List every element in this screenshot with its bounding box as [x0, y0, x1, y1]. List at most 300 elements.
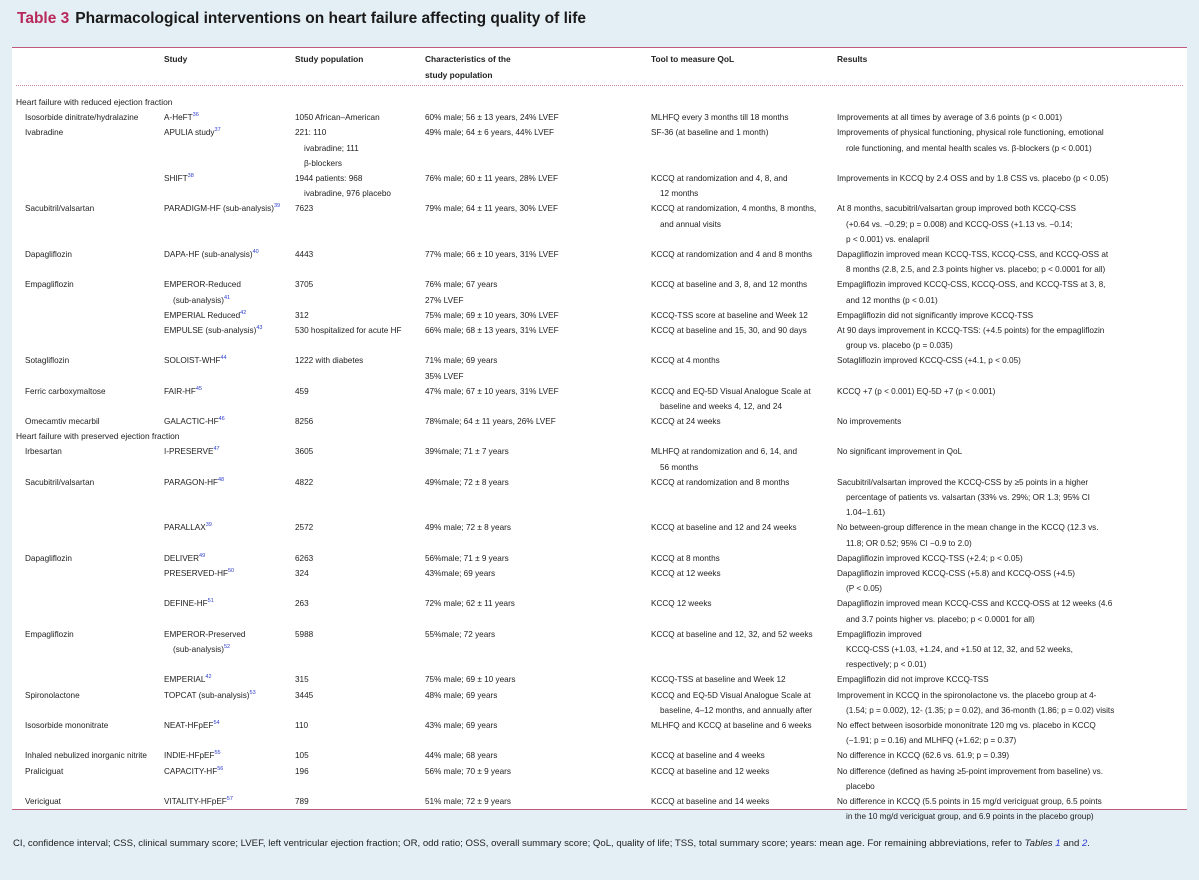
population-cell-text: 3445	[295, 690, 314, 700]
study-cell-text: INDIE-HFpEF	[164, 751, 215, 761]
tool-cell	[651, 384, 811, 414]
study-cell-text: SOLOIST-WHF	[164, 356, 221, 366]
results-cell-text: At 90 days improvement in KCCQ-TSS: (+4.5 points) for the empagliflozin group vs. placebo (p = 0.035)	[837, 325, 1105, 351]
characteristics-cell-text: 55%male; 72 years	[425, 629, 496, 639]
results-cell	[837, 794, 1102, 824]
drug-cell	[25, 247, 72, 262]
reference-link[interactable]: 52	[223, 644, 231, 651]
header-divider	[16, 85, 1183, 86]
results-cell	[837, 125, 1104, 155]
population-cell	[295, 688, 313, 703]
tool-cell	[651, 125, 768, 140]
characteristics-cell-text: 49% male; 72 ± 8 years	[425, 523, 511, 533]
drug-cell	[25, 627, 74, 642]
results-cell	[837, 551, 1023, 566]
tool-cell-text: KCCQ 12 weeks	[651, 599, 712, 609]
study-cell-text: VITALITY-HFpEF	[164, 796, 227, 806]
tool-cell	[651, 171, 788, 201]
characteristics-cell-text: 56% male; 70 ± 9 years	[425, 766, 511, 776]
study-cell	[164, 764, 223, 779]
population-cell-text: 221: 110 ivabradine; 111 β-blockers	[295, 128, 359, 168]
table-footnote	[13, 836, 1183, 852]
study-cell	[164, 125, 221, 140]
results-cell	[837, 247, 1108, 277]
population-cell-text: 312	[295, 310, 309, 320]
characteristics-cell-text: 49% male; 64 ± 6 years, 44% LVEF	[425, 128, 555, 138]
population-cell-text: 4822	[295, 477, 314, 487]
population-cell-text: 1944 patients: 968 ivabradine, 976 placebo	[295, 173, 391, 199]
study-cell	[164, 672, 212, 687]
characteristics-cell	[425, 794, 511, 809]
study-cell-text: PRESERVED-HF	[164, 569, 228, 579]
characteristics-cell-text: 75% male; 69 ± 10 years	[425, 675, 516, 685]
table-row	[12, 718, 1187, 748]
population-cell	[295, 323, 402, 338]
drug-cell-text: Sacubitril/valsartan	[25, 204, 95, 214]
population-cell	[295, 475, 313, 490]
results-cell	[837, 520, 1099, 550]
tool-cell-text: KCCQ at randomization and 4 and 8 months	[651, 249, 813, 259]
population-cell-text: 3605	[295, 447, 314, 457]
drug-cell	[25, 384, 106, 399]
table-1-link[interactable]: 1	[1055, 838, 1061, 849]
characteristics-cell	[425, 520, 511, 535]
characteristics-cell	[425, 688, 497, 703]
table-row	[12, 308, 1187, 323]
results-cell	[837, 353, 1021, 368]
reference-link[interactable]: 57	[226, 795, 233, 802]
population-cell	[295, 171, 391, 201]
reference-link[interactable]: 56	[217, 765, 224, 772]
population-cell	[295, 672, 309, 687]
characteristics-cell	[425, 201, 558, 216]
population-cell	[295, 201, 313, 216]
table-row	[12, 688, 1187, 718]
reference-link[interactable]: 47	[213, 446, 220, 453]
characteristics-cell-text: 49%male; 72 ± 8 years	[425, 477, 509, 487]
study-cell	[164, 323, 263, 338]
results-cell-text: Improvement in KCCQ in the spironolactone vs. the placebo group at 4- (1.54; p = 0.002), 12- (1.35; p = 0.02), and 36-month (1.86; p = 0.02) visits	[837, 690, 1115, 715]
study-cell	[164, 794, 233, 809]
tool-cell	[651, 748, 765, 763]
population-cell	[295, 247, 313, 262]
characteristics-cell-text: 77% male; 66 ± 10 years, 31% LVEF	[425, 249, 559, 259]
study-cell-text: EMPEROR-Preserved (sub-analysis)	[164, 629, 246, 655]
study-cell-text: APULIA study	[164, 128, 215, 138]
population-cell-text: 2572	[295, 523, 314, 533]
results-cell-text: Empagliflozin did not significantly improve KCCQ-TSS	[837, 310, 1034, 320]
reference-link[interactable]: 45	[195, 385, 202, 392]
drug-cell-text: Ferric carboxymaltose	[25, 386, 106, 396]
drug-cell	[25, 748, 147, 763]
characteristics-cell	[425, 672, 516, 687]
table-row	[12, 277, 1187, 307]
table-row	[12, 520, 1187, 550]
header-results: Results	[837, 54, 868, 64]
results-cell	[837, 323, 1104, 353]
tool-cell-text: KCCQ at randomization and 4, 8, and 12 months	[651, 173, 788, 199]
drug-cell	[25, 277, 74, 292]
characteristics-cell	[425, 764, 511, 779]
tool-cell-text: KCCQ and EQ-5D Visual Analogue Scale at baseline, 4–12 months, and annually after	[651, 690, 813, 715]
results-cell-text: Dapagliflozin improved mean KCCQ-CSS and KCCQ-OSS at 12 weeks (4.6 and 3.7 points higher vs. placebo; p < 0.0001 for all)	[837, 599, 1113, 624]
table-row	[12, 551, 1187, 566]
tool-cell	[651, 627, 813, 642]
tool-cell	[651, 308, 808, 323]
population-cell-text: 263	[295, 599, 309, 609]
study-cell-text: PARALLAX	[164, 523, 206, 533]
reference-link[interactable]: 36	[192, 112, 199, 119]
study-cell	[164, 475, 224, 490]
drug-cell-text: Sotagliflozin	[25, 356, 70, 366]
results-cell	[837, 110, 1062, 125]
results-cell	[837, 277, 1105, 307]
drug-cell-text: Sacubitril/valsartan	[25, 477, 95, 487]
tool-cell	[651, 201, 816, 231]
results-cell-text: Improvements in KCCQ by 2.4 OSS and by 1.8 CSS vs. placebo (p < 0.05)	[837, 173, 1109, 183]
population-cell-text: 324	[295, 569, 309, 579]
table-title	[17, 10, 586, 28]
results-cell-text: Improvements at all times by average of 3.6 points (p < 0.001)	[837, 113, 1063, 123]
tool-cell	[651, 444, 797, 474]
study-cell-text: EMPERIAL Reduced	[164, 310, 241, 320]
drug-cell-text: Spironolactone	[25, 690, 80, 700]
section-heading: Heart failure with preserved ejection fraction	[16, 431, 180, 442]
characteristics-cell-text: 43% male; 69 years	[425, 720, 498, 730]
results-cell	[837, 384, 995, 399]
population-cell-text: 5988	[295, 629, 314, 639]
reference-link[interactable]: 49	[199, 552, 206, 559]
tool-cell-text: KCCQ at 4 months	[651, 356, 720, 366]
characteristics-cell	[425, 718, 497, 733]
table-row	[12, 794, 1187, 824]
drug-cell-text: Isosorbide mononitrate	[25, 720, 109, 730]
tool-cell-text: KCCQ at baseline and 15, 30, and 90 days	[651, 325, 807, 335]
population-cell	[295, 627, 313, 642]
drug-cell	[25, 414, 100, 429]
population-cell	[295, 520, 313, 535]
population-cell	[295, 110, 380, 125]
results-cell-text: At 8 months, sacubitril/valsartan group improved both KCCQ-CSS (+0.64 vs. −0.29; p = 0.008) and KCCQ-OSS (+1.13 vs. −0.14; p < 0.001) vs. enalapril	[837, 204, 1076, 244]
results-cell-text: No difference (defined as having ≥5-point improvement from baseline) vs. placebo	[837, 766, 1104, 791]
characteristics-cell-text: 60% male; 56 ± 13 years, 24% LVEF	[425, 113, 559, 123]
table-row	[12, 475, 1187, 521]
tool-cell-text: KCCQ at 12 weeks	[651, 569, 721, 579]
tool-cell-text: KCCQ-TSS at baseline and Week 12	[651, 675, 786, 685]
results-cell	[837, 718, 1096, 748]
table-row	[12, 764, 1187, 794]
results-cell-text: Improvements of physical functioning, physical role functioning, emotional role functioning, and mental health scales vs. β-blockers (p < 0.001)	[837, 128, 1104, 153]
study-cell-text: DAPA-HF (sub-analysis)	[164, 249, 253, 259]
reference-link[interactable]: 46	[218, 416, 225, 423]
study-cell	[164, 520, 212, 535]
characteristics-cell	[425, 125, 554, 140]
characteristics-cell	[425, 323, 559, 338]
study-cell	[164, 566, 234, 581]
tool-cell-text: KCCQ at baseline and 12 and 24 weeks	[651, 523, 797, 533]
characteristics-cell-text: 76% male; 67 years 27% LVEF	[425, 280, 498, 305]
characteristics-cell	[425, 627, 495, 642]
table-2-link[interactable]: 2	[1081, 838, 1088, 849]
characteristics-cell	[425, 171, 558, 186]
drug-cell	[25, 688, 80, 703]
drug-cell-text: Dapagliflozin	[25, 553, 72, 563]
population-cell	[295, 384, 309, 399]
drug-cell	[25, 110, 138, 125]
tool-cell	[651, 353, 720, 368]
table-row	[12, 414, 1187, 429]
population-cell-text: 315	[295, 675, 309, 685]
tool-cell	[651, 764, 769, 779]
table-caption: Pharmacological interventions on heart failure affecting quality of life	[75, 10, 587, 27]
results-cell	[837, 566, 1075, 596]
tool-cell	[651, 718, 812, 733]
reference-link[interactable]: 42	[240, 309, 247, 316]
population-cell	[295, 414, 313, 429]
study-cell	[164, 414, 225, 429]
results-cell-text: Dapagliflozin improved KCCQ-TSS (+2.4; p < 0.05)	[837, 553, 1023, 563]
study-cell	[164, 627, 245, 657]
study-cell-text: EMPERIAL	[164, 675, 206, 685]
tool-cell	[651, 688, 812, 718]
header-tool: Tool to measure QoL	[651, 54, 735, 64]
characteristics-cell-text: 78%male; 64 ± 11 years, 26% LVEF	[425, 417, 556, 427]
tool-cell	[651, 110, 788, 125]
characteristics-cell	[425, 475, 509, 490]
population-cell	[295, 308, 309, 323]
drug-cell-text: Inhaled nebulized inorganic nitrite	[25, 751, 147, 761]
drug-cell	[25, 444, 62, 459]
study-cell	[164, 110, 199, 125]
results-cell	[837, 688, 1114, 718]
population-cell	[295, 277, 313, 292]
results-cell-text: No difference in KCCQ (5.5 points in 15 mg/d vericiguat group, 6.5 points in the 10 mg/d vericiguat group, and 6.9 points in the placebo group)	[837, 796, 1102, 822]
reference-link[interactable]: 44	[220, 355, 227, 362]
table-body	[12, 95, 1187, 824]
study-cell	[164, 171, 194, 186]
reference-link[interactable]: 51	[207, 598, 214, 605]
tool-cell	[651, 414, 721, 429]
tool-cell-text: KCCQ and EQ-5D Visual Analogue Scale at baseline and weeks 4, 12, and 24	[651, 386, 811, 411]
results-cell	[837, 764, 1103, 794]
table-row	[12, 247, 1187, 277]
characteristics-cell-text: 72% male; 62 ± 11 years	[425, 599, 515, 609]
tool-cell	[651, 475, 789, 490]
population-cell	[295, 125, 359, 171]
drug-cell-text: Empagliflozin	[25, 280, 74, 290]
study-cell	[164, 596, 214, 611]
tool-cell-text: KCCQ at baseline and 12 weeks	[651, 766, 770, 776]
reference-link[interactable]: 48	[217, 476, 225, 483]
study-cell-text: GALACTIC-HF	[164, 417, 219, 427]
drug-cell-text: Irbesartan	[25, 447, 62, 457]
study-cell-text: DELIVER	[164, 553, 200, 563]
population-cell	[295, 444, 313, 459]
tool-cell-text: KCCQ-TSS score at baseline and Week 12	[651, 310, 808, 320]
study-cell-text: EMPEROR-Reduced (sub-analysis)	[164, 280, 241, 305]
drug-cell	[25, 201, 94, 216]
reference-link[interactable]: 40	[252, 248, 259, 255]
characteristics-cell-text: 51% male; 72 ± 9 years	[425, 796, 511, 806]
table-row	[12, 201, 1187, 247]
population-cell	[295, 353, 363, 368]
drug-cell-text: Empagliflozin	[25, 629, 74, 639]
tool-cell-text: KCCQ at randomization, 4 months, 8 months, and annual visits	[651, 204, 817, 229]
tool-cell	[651, 672, 786, 687]
results-cell	[837, 414, 901, 429]
tool-cell	[651, 566, 721, 581]
results-cell	[837, 596, 1112, 626]
table	[12, 47, 1187, 822]
drug-cell-text: Praliciguat	[25, 766, 64, 776]
population-cell-text: 105	[295, 751, 309, 761]
results-cell	[837, 475, 1090, 521]
study-cell-text: CAPACITY-HF	[164, 766, 218, 776]
tool-cell	[651, 247, 812, 262]
drug-cell-text: Vericiguat	[25, 796, 61, 806]
population-cell-text: 789	[295, 796, 309, 806]
study-cell-text: SHIFT	[164, 173, 188, 183]
drug-cell-text: Omecamtiv mecarbil	[25, 417, 100, 427]
results-cell-text: KCCQ +7 (p < 0.001) EQ-5D +7 (p < 0.001)	[837, 386, 996, 396]
reference-link[interactable]: 54	[213, 719, 220, 726]
footnote-tables-word: Tables	[1024, 838, 1053, 849]
study-cell	[164, 353, 227, 368]
study-cell-text: TOPCAT (sub-analysis)	[164, 690, 250, 700]
study-cell	[164, 384, 202, 399]
population-cell	[295, 596, 309, 611]
table-row	[12, 171, 1187, 201]
study-cell-text: A-HeFT	[164, 113, 193, 123]
results-cell-text: Sacubitril/valsartan improved the KCCQ-CSS by ≥5 points in a higher percentage of patients vs. valsartan (33% vs. 29%; OR 1.3; 95% CI 1.04–1.61)	[837, 477, 1090, 518]
table-row	[12, 444, 1187, 474]
reference-link[interactable]: 55	[214, 750, 221, 757]
reference-link[interactable]: 50	[228, 568, 235, 575]
reference-link[interactable]: 43	[256, 324, 263, 331]
results-cell	[837, 171, 1108, 186]
footnote-text: CI, confidence interval; CSS, clinical summary score; LVEF, left ventricular ejection fraction; OR, odd ratio; OSS, overall summary score; QoL, quality of life; TSS, total summary score; years: mean age. For remaining abbreviations, refer to	[13, 838, 1025, 849]
population-cell-text: 1222 with diabetes	[295, 356, 364, 366]
population-cell-text: 459	[295, 386, 309, 396]
reference-link[interactable]: 39	[205, 522, 212, 529]
drug-cell	[25, 764, 63, 779]
tool-cell	[651, 794, 769, 809]
study-cell-text: PARADIGM-HF (sub-analysis)	[164, 204, 274, 214]
tool-cell-text: KCCQ at baseline and 14 weeks	[651, 796, 770, 806]
table-row	[12, 353, 1187, 383]
population-cell-text: 8256	[295, 417, 314, 427]
section-heading: Heart failure with reduced ejection fraction	[16, 97, 173, 107]
results-cell-text: Sotagliflozin improved KCCQ-CSS (+4.1, p < 0.05)	[837, 356, 1021, 366]
reference-link[interactable]: 37	[214, 127, 221, 134]
tool-cell-text: KCCQ at baseline and 12, 32, and 52 weeks	[651, 629, 813, 639]
results-cell-text: Empagliflozin improved KCCQ-CSS (+1.03, +1.24, and +1.50 at 12, 32, and 52 weeks, respectively; p < 0.01)	[837, 629, 1073, 670]
characteristics-cell	[425, 596, 515, 611]
population-cell	[295, 566, 309, 581]
population-cell-text: 4443	[295, 249, 314, 259]
tool-cell-text: MLHFQ and KCCQ at baseline and 6 weeks	[651, 720, 812, 730]
drug-cell	[25, 475, 94, 490]
study-cell	[164, 748, 221, 763]
reference-link[interactable]: 39	[273, 203, 281, 210]
table-row	[12, 125, 1187, 171]
table-row	[12, 672, 1187, 687]
characteristics-cell-text: 79% male; 64 ± 11 years, 30% LVEF	[425, 204, 558, 214]
results-cell-text: No effect between isosorbide mononitrate 120 mg vs. placebo in KCCQ (−1.91; p = 0.16) and MLHFQ (+1.62; p = 0.37)	[837, 720, 1096, 746]
tool-cell-text: MLHFQ at randomization and 6, 14, and 56 months	[651, 447, 798, 472]
results-cell-text: No significant improvement in QoL	[837, 447, 963, 457]
characteristics-cell	[425, 384, 559, 399]
population-cell-text: 196	[295, 766, 309, 776]
population-cell-text: 6263	[295, 553, 314, 563]
tool-cell	[651, 520, 797, 535]
results-cell	[837, 444, 962, 459]
characteristics-cell-text: 76% male; 60 ± 11 years, 28% LVEF	[425, 173, 558, 183]
study-cell-text: I-PRESERVE	[164, 447, 214, 457]
results-cell	[837, 627, 1073, 673]
table-row	[12, 566, 1187, 596]
population-cell	[295, 764, 309, 779]
study-cell-text: EMPULSE (sub-analysis)	[164, 325, 257, 335]
results-cell	[837, 672, 989, 687]
footnote-end: .	[1087, 838, 1090, 849]
tool-cell-text: KCCQ at baseline and 3, 8, and 12 months	[651, 280, 808, 290]
reference-link[interactable]: 42	[205, 674, 212, 681]
study-cell-text: PARAGON-HF	[164, 477, 218, 487]
tool-cell	[651, 277, 807, 292]
tool-cell-text: KCCQ at 24 weeks	[651, 417, 721, 427]
drug-cell	[25, 794, 61, 809]
table-row	[12, 627, 1187, 673]
population-cell-text: 3705	[295, 280, 314, 290]
study-cell-text: FAIR-HF	[164, 386, 196, 396]
drug-cell	[25, 718, 108, 733]
study-cell	[164, 551, 205, 566]
table-label: Table 3	[17, 10, 70, 27]
study-cell	[164, 308, 246, 323]
characteristics-cell-text: 39%male; 71 ± 7 years	[425, 447, 509, 457]
characteristics-cell-text: 44% male; 68 years	[425, 751, 498, 761]
characteristics-cell-text: 48% male; 69 years	[425, 690, 498, 700]
population-cell-text: 530 hospitalized for acute HF	[295, 325, 402, 335]
characteristics-cell-text: 71% male; 69 years 35% LVEF	[425, 356, 498, 381]
tool-cell	[651, 596, 712, 611]
population-cell-text: 1050 African–American	[295, 113, 380, 123]
characteristics-cell-text: 66% male; 68 ± 13 years, 31% LVEF	[425, 325, 559, 335]
characteristics-cell	[425, 308, 559, 323]
header-population: Study population	[295, 54, 364, 64]
population-cell	[295, 551, 313, 566]
population-cell	[295, 718, 308, 733]
reference-link[interactable]: 53	[249, 689, 256, 696]
tool-cell-text: SF-36 (at baseline and 1 month)	[651, 128, 769, 138]
characteristics-cell	[425, 353, 497, 383]
table-row	[12, 384, 1187, 414]
drug-cell-text: Isosorbide dinitrate/hydralazine	[25, 113, 139, 123]
reference-link[interactable]: 38	[187, 172, 194, 179]
results-cell	[837, 748, 1009, 763]
study-cell	[164, 247, 259, 262]
population-cell	[295, 748, 309, 763]
reference-link[interactable]: 41	[223, 294, 231, 301]
characteristics-cell	[425, 247, 559, 262]
population-cell-text: 110	[295, 720, 309, 730]
drug-cell	[25, 551, 72, 566]
table-row	[12, 110, 1187, 125]
study-cell	[164, 444, 220, 459]
study-cell-text: NEAT-HFpEF	[164, 720, 214, 730]
table-row	[12, 748, 1187, 763]
